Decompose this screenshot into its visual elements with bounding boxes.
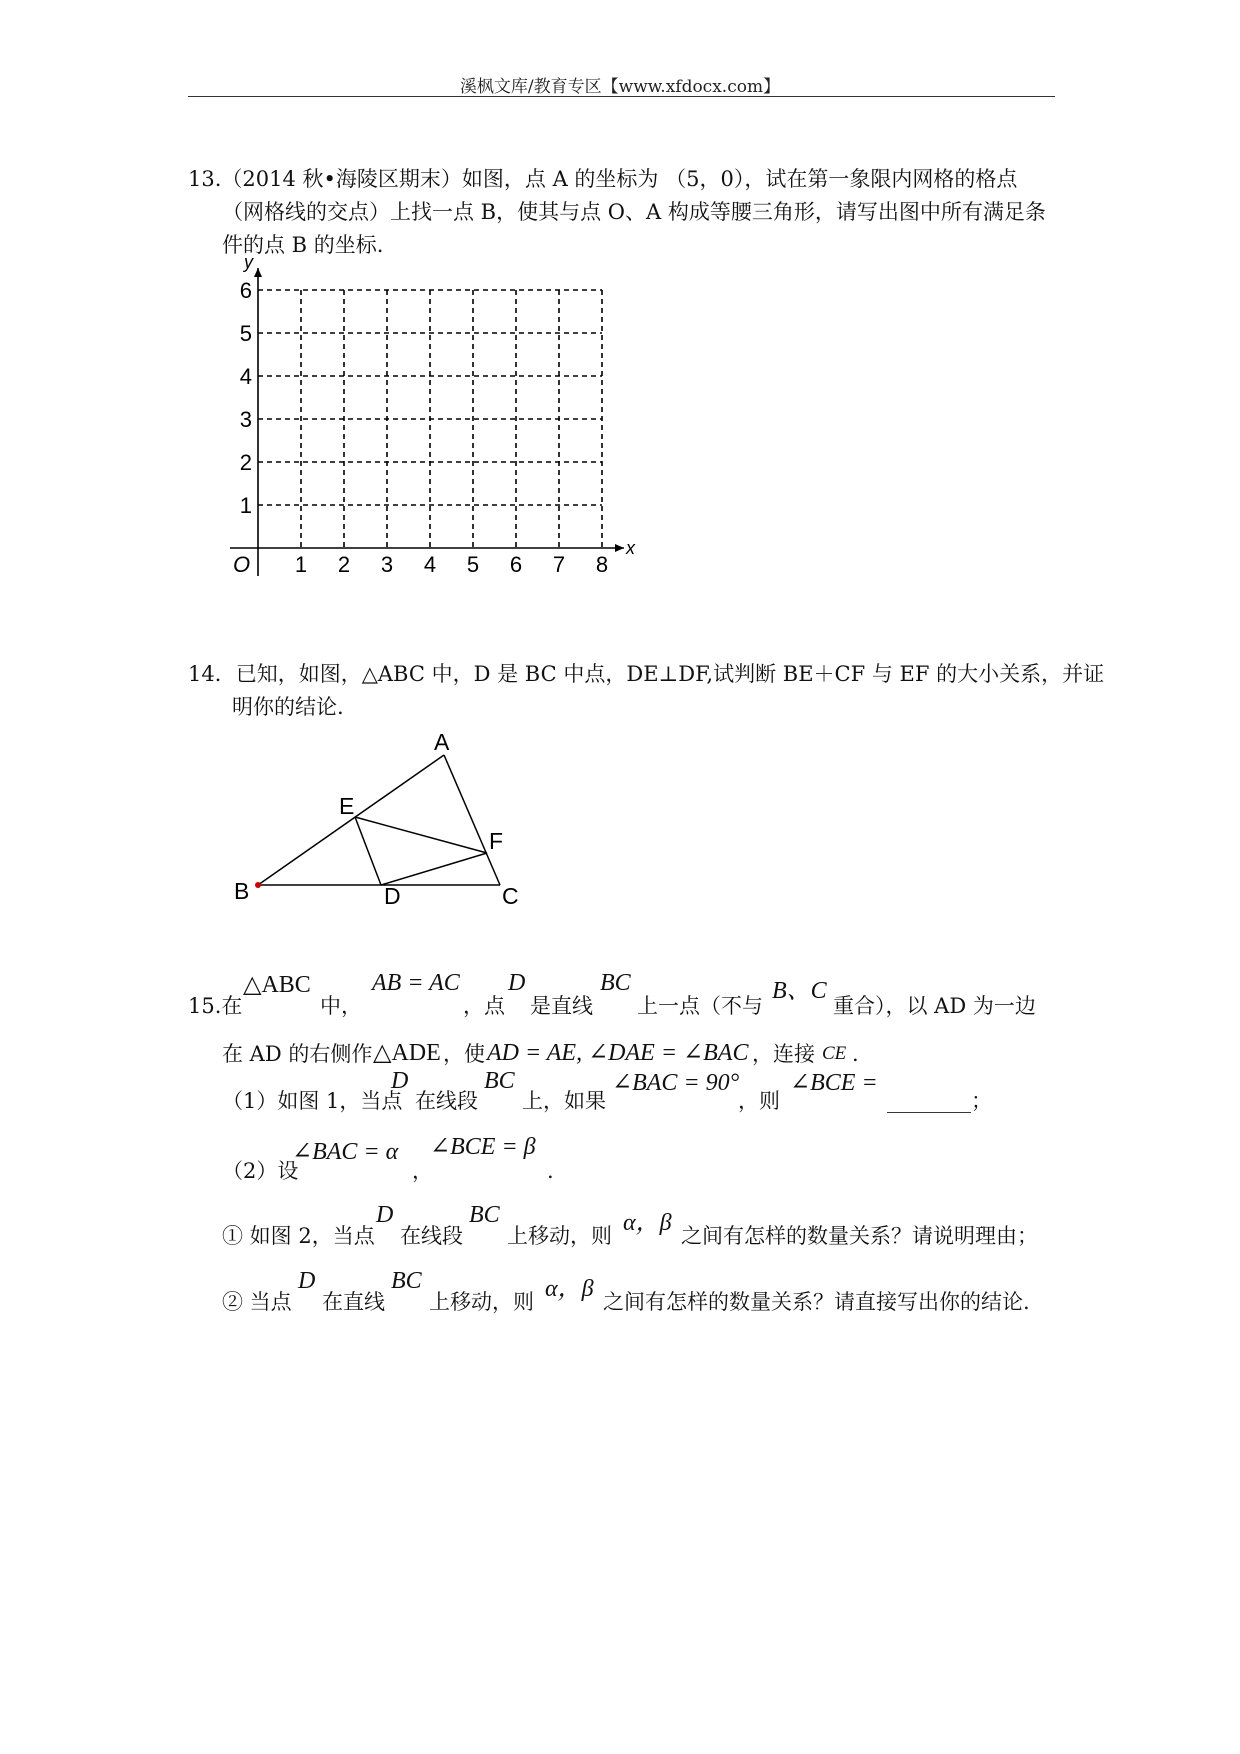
q15-ad-ae-condition: AD = AE, ∠DAE = ∠BAC	[487, 1040, 749, 1066]
q15-sub2-question: 之间有怎样的数量关系？请直接写出你的结论.	[603, 1290, 1030, 1314]
q15-line-bc: BC	[600, 970, 631, 996]
q15-part1-answer-blank[interactable]: ________；	[887, 1089, 992, 1113]
q15-sub2-point-d: D	[298, 1268, 316, 1294]
x-axis-label: x	[626, 538, 635, 558]
q15-sub1-xianduan: 在线段	[400, 1224, 463, 1248]
y-tick-label: 4	[239, 364, 252, 389]
y-axis-arrow	[254, 268, 262, 277]
x-axis-arrow	[615, 544, 624, 552]
label-E: E	[339, 793, 355, 819]
q15-sub1-bc: BC	[469, 1202, 500, 1228]
q15-line2-shi: ，使	[443, 1042, 485, 1066]
q15-part2-comma: ，	[412, 1159, 433, 1183]
label-B: B	[234, 878, 250, 904]
q14-line-1: 14．已知，如图，△ABC 中，D 是 BC 中点，DE⊥DF,试判断 BE＋CF 与 EF 的大小关系，并证	[188, 662, 1105, 686]
q15-text-dian: ，点	[463, 994, 505, 1018]
q15-sub2-alpha-beta: α，β	[545, 1276, 594, 1302]
q13-coordinate-grid	[0, 0, 1240, 600]
x-tick-label: 4	[423, 552, 437, 577]
y-axis-label: y	[244, 252, 253, 272]
q15-part1-angle-bac: ∠BAC = 90°	[612, 1070, 740, 1096]
x-tick-label: 2	[337, 552, 351, 577]
x-tick-label: 3	[380, 552, 394, 577]
q15-line2-lianjie: ，连接	[752, 1042, 815, 1066]
q14-line-2: 明你的结论.	[232, 695, 344, 719]
q15-sub1-alpha-beta: α，β	[623, 1210, 672, 1236]
label-D: D	[384, 883, 401, 909]
q15-point-d: D	[508, 970, 526, 996]
q15-line2-end: .	[852, 1042, 859, 1066]
q15-text-zhixian: 是直线	[530, 994, 593, 1018]
x-tick-label: 6	[509, 552, 523, 577]
q15-ab-equals-ac: AB = AC	[372, 970, 460, 996]
q15-part1-angle-bce: ∠BCE =	[790, 1070, 878, 1096]
q13-line-2: （网格线的交点）上找一点 B，使其与点 O、A 构成等腰三角形，请写出图中所有满足条	[222, 200, 1046, 224]
q15-text-shang: 上一点（不与	[637, 994, 763, 1018]
q15-part1-point-d: D	[391, 1068, 409, 1094]
q15-part2-beta: ∠BCE = β	[430, 1134, 536, 1160]
q15-triangle-ade: △ADE	[373, 1040, 441, 1066]
segment-BA	[258, 755, 444, 885]
q15-sub1-prefix: ① 如图 2，当点	[222, 1224, 375, 1248]
x-tick-label: 7	[552, 552, 566, 577]
x-tick-label: 8	[595, 552, 609, 577]
q15-points-b-c: B、C	[772, 978, 827, 1004]
y-tick-label: 5	[239, 321, 252, 346]
page-header: 溪枫文库/教育专区【www.xfdocx.com】	[459, 77, 781, 97]
label-C: C	[502, 883, 519, 909]
q13-line-1: 13.（2014 秋•海陵区期末）如图，点 A 的坐标为 （5，0），试在第一象限内网格的格点	[188, 167, 1018, 191]
segment-EF	[355, 817, 487, 853]
grid-lines	[258, 290, 602, 548]
y-tick-label: 3	[239, 407, 252, 432]
q15-triangle-abc: △ABC	[243, 972, 311, 998]
y-tick-label: 2	[239, 450, 252, 475]
label-A: A	[434, 729, 450, 755]
q15-part1-ze: ，则	[738, 1089, 780, 1113]
y-tick-label: 1	[239, 493, 252, 518]
q13-line-3: 件的点 B 的坐标.	[222, 233, 384, 257]
segment-DF	[381, 853, 487, 885]
q15-sub2-zhixian: 在直线	[322, 1290, 385, 1314]
q15-part1-bc: BC	[484, 1068, 515, 1094]
q15-line2-prefix: 在 AD 的右侧作	[222, 1042, 373, 1066]
q15-part2-prefix: （2）设	[222, 1159, 299, 1183]
origin-label: O	[233, 552, 251, 577]
q15-sub1-point-d: D	[376, 1202, 394, 1228]
q15-part1-xianduan: 在线段	[415, 1089, 478, 1113]
q15-part2-end: .	[547, 1159, 554, 1183]
segment-AC	[444, 755, 500, 885]
label-F: F	[489, 828, 504, 854]
segment-ED	[355, 817, 381, 885]
q15-part1-prefix: （1）如图 1，当点	[222, 1089, 403, 1113]
q15-sub2-bc: BC	[391, 1268, 422, 1294]
q15-number: 15.在	[188, 994, 243, 1018]
y-tick-label: 6	[239, 278, 252, 303]
axes	[230, 268, 624, 576]
q15-sub2-ze: 上移动，则	[429, 1290, 534, 1314]
q15-sub2-prefix: ② 当点	[222, 1290, 292, 1314]
tick-labels	[233, 252, 636, 577]
q15-sub1-question: 之间有怎样的数量关系？请说明理由；	[681, 1224, 1038, 1248]
q15-text-chonghe: 重合），以 AD 为一边	[833, 994, 1036, 1018]
q15-sub1-ze: 上移动，则	[507, 1224, 612, 1248]
x-tick-label: 1	[294, 552, 308, 577]
q15-part2-alpha: ∠BAC = α	[292, 1139, 399, 1165]
point-B-marker	[255, 882, 261, 888]
q15-part1-ruguo: 上，如果	[522, 1089, 606, 1113]
q15-segment-ce: CE	[822, 1043, 847, 1064]
q15-text-zhong: 中，	[320, 994, 362, 1018]
q14-triangle-figure	[0, 720, 1240, 930]
x-tick-label: 5	[466, 552, 480, 577]
